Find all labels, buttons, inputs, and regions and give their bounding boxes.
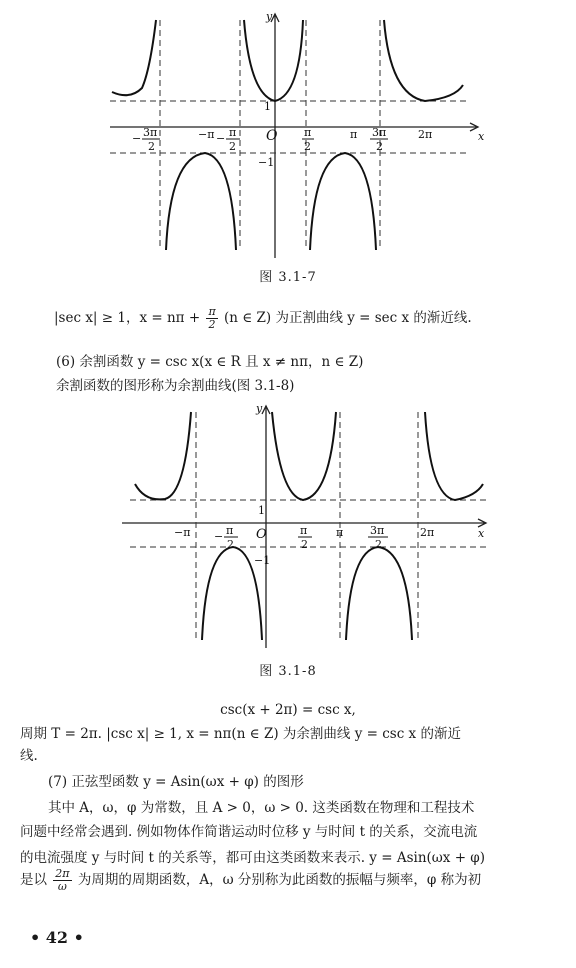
tick-y-1: 1 — [258, 504, 265, 517]
svg-text:2: 2 — [148, 140, 155, 153]
page-number: • 42 • — [30, 928, 84, 947]
csc-branch-left-down — [202, 547, 262, 640]
section7-p3: 的电流强度 y 与时间 t 的关系等，都可由这类函数来表示. y = Asin(ωx + φ) — [20, 850, 486, 866]
secant-figure — [0, 0, 576, 262]
svg-text:2: 2 — [229, 140, 236, 153]
csc-text-line1: 周期 T = 2π. |csc x| ≥ 1, x = nπ(n ∈ Z) 为余割曲线 y = csc x 的渐近 — [20, 726, 461, 742]
svg-text:2: 2 — [375, 538, 382, 551]
pi-over-2-fraction: $\frac{\pi}{2}$ — [208, 305, 216, 331]
axis-y-label: y — [256, 402, 263, 415]
tick-x-negpi: −π — [174, 526, 191, 539]
tick-y-neg1: −1 — [258, 156, 275, 169]
tick-x-pi: π — [336, 526, 344, 539]
svg-text:3π: 3π — [370, 524, 385, 537]
tick-neg3pi2 — [132, 126, 160, 153]
svg-text:3π: 3π — [143, 126, 158, 139]
period-fraction: $\frac{2\pi}{\omega}$ — [55, 867, 70, 893]
svg-text:2: 2 — [304, 140, 311, 153]
axis-x-label: x — [478, 527, 485, 540]
sec-branch-left-down — [166, 153, 236, 250]
svg-text:2: 2 — [301, 538, 308, 551]
origin-label: O — [266, 128, 278, 144]
svg-text:3π: 3π — [372, 126, 387, 139]
svg-text:π: π — [226, 524, 234, 537]
section7-heading: (7) 正弦型函数 y = Asin(ωx + φ) 的图形 — [48, 774, 304, 790]
section7-p2: 问题中经常会遇到. 例如物体作简谐运动时位移 y 与时间 t 的关系，交流电流 — [20, 824, 478, 840]
sec-branch-center-up — [244, 20, 303, 101]
periodicity-formula: csc(x + 2π) = csc x, — [220, 702, 356, 718]
tick-negpi2 — [216, 126, 240, 153]
csc-branch-left-up — [135, 412, 191, 499]
tick-x-negpi: −π — [198, 128, 215, 141]
cosecant-figure — [0, 392, 576, 652]
csc-branch-right-up — [425, 412, 483, 500]
figure2-caption: 图 3.1-8 — [259, 664, 317, 679]
sec-branch-right-up — [384, 20, 463, 101]
sec-asymptote-text: |sec x| ≥ 1，x = nπ + $\frac{\pi}{2}$ (n ∈ Z) 为正割曲线 y = sec x 的渐近线. — [54, 305, 472, 331]
tick-y-1: 1 — [264, 100, 271, 113]
origin-label: O — [256, 527, 267, 542]
sec-branch-left-up — [112, 20, 156, 95]
tick-x-2pi: 2π — [418, 128, 433, 141]
tick-3pi2 — [370, 126, 388, 153]
tick-x-pi: π — [350, 128, 358, 141]
svg-text:−: − — [216, 132, 226, 145]
svg-text:2: 2 — [227, 538, 234, 551]
svg-text:−: − — [132, 132, 142, 145]
svg-text:π: π — [300, 524, 308, 537]
axis-y-label: y — [266, 10, 273, 23]
axis-x-label: x — [478, 130, 485, 143]
section7-p4: 是以 $\frac{2\pi}{\omega}$ 为周期的周期函数，A，ω 分别称为此函数的振幅与频率，φ 称为初 — [20, 867, 482, 893]
sec-branch-right-down — [310, 153, 376, 250]
tick-x-2pi: 2π — [420, 526, 435, 539]
csc-branch-center-up — [272, 412, 336, 500]
csc-text-line2: 线. — [20, 748, 38, 764]
tick-y-neg1: −1 — [254, 554, 271, 567]
csc-branch-right-down — [346, 547, 412, 640]
svg-text:π: π — [304, 126, 312, 139]
tick-pi2 — [302, 126, 314, 153]
section6-heading: (6) 余割函数 y = csc x(x ∈ R 且 x ≠ nπ，n ∈ Z) — [56, 354, 364, 370]
section7-p1: 其中 A，ω，φ 为常数，且 A > 0，ω > 0. 这类函数在物理和工程技术 — [48, 800, 475, 816]
section6-desc: 余割函数的图形称为余割曲线(图 3.1-8) — [56, 378, 295, 394]
svg-text:π: π — [229, 126, 237, 139]
figure1-caption: 图 3.1-7 — [259, 270, 317, 285]
svg-text:2: 2 — [376, 140, 383, 153]
tick-pi2 — [298, 524, 312, 551]
svg-text:−: − — [214, 530, 224, 543]
